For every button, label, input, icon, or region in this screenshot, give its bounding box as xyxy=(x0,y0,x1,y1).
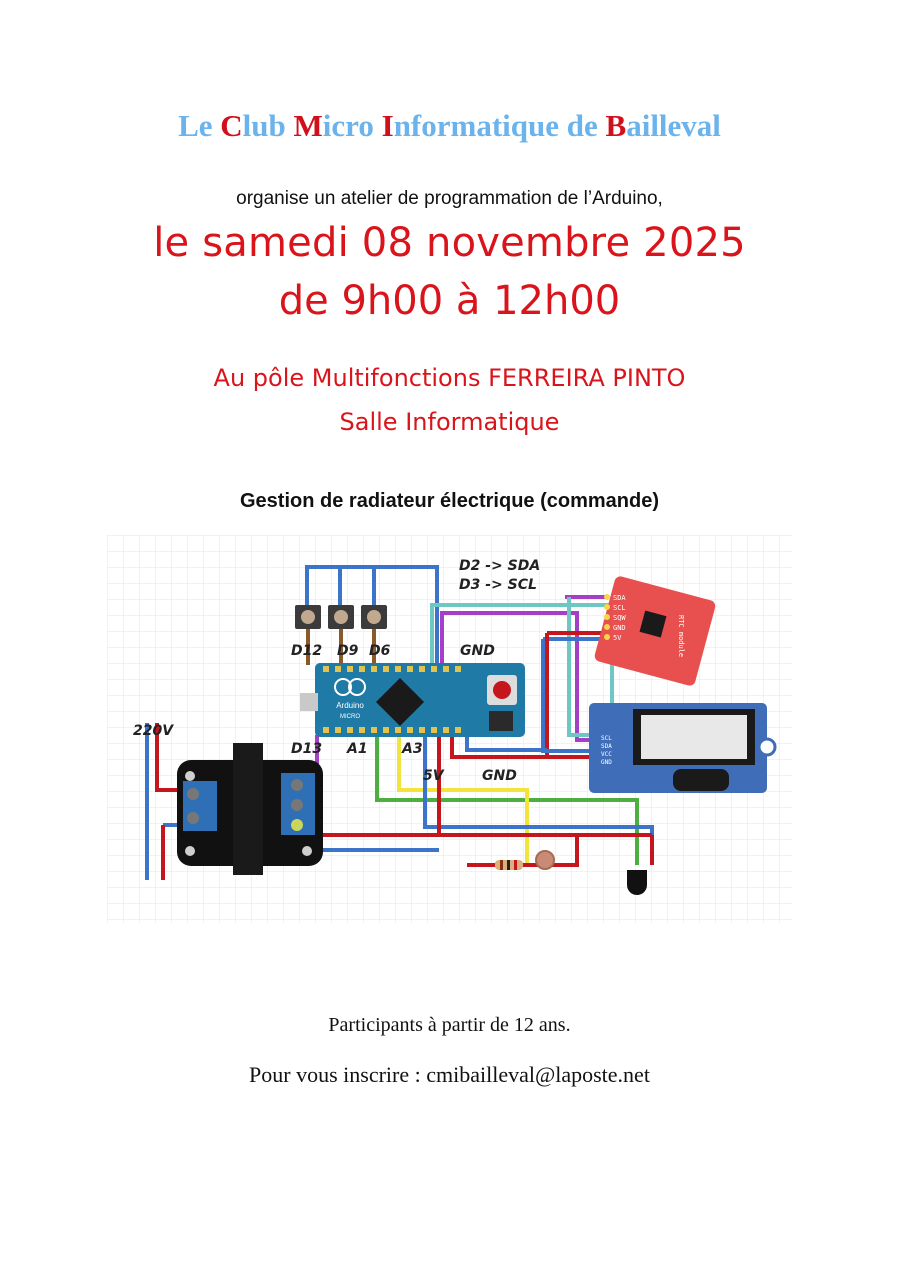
relay-module xyxy=(177,743,323,875)
club-title-text: lub xyxy=(242,108,294,143)
event-date: le samedi 08 novembre 2025 xyxy=(153,220,746,266)
pin-label-5v: 5V xyxy=(423,768,444,784)
pin-label-gnd-bottom: GND xyxy=(482,768,517,784)
oled-pin-label: GND xyxy=(601,759,612,766)
pin-label-gnd-top: GND xyxy=(460,643,495,659)
pin-label-d6: D6 xyxy=(369,643,391,659)
board-name: Arduino xyxy=(336,701,364,710)
club-title-initial: M xyxy=(293,108,323,143)
event-time: de 9h00 à 12h00 xyxy=(278,278,621,324)
rtc-pin-label: 5V xyxy=(613,634,622,642)
sda-note: D2 -> SDA xyxy=(459,558,541,574)
contact-line: Pour vous inscrire : cmibailleval@laposte.net xyxy=(249,1062,650,1087)
event-room: Salle Informatique xyxy=(339,408,560,436)
rtc-pin-label: SQW xyxy=(613,614,626,622)
wiring-diagram xyxy=(107,535,792,923)
rtc-pin-label: SCL xyxy=(613,604,626,612)
club-title-initial: I xyxy=(381,108,394,143)
club-title-text: ailleval xyxy=(626,108,721,143)
club-title-text: Le xyxy=(178,108,221,143)
pin-label-a1: A1 xyxy=(347,741,368,757)
mains-label-220v: 220V xyxy=(133,723,174,739)
organise-line: organise un atelier de programmation de l’Arduino, xyxy=(236,188,663,209)
board-model: MICRO xyxy=(340,714,360,720)
oled-pin-label: SCL xyxy=(601,735,612,742)
club-title-initial: C xyxy=(220,108,243,143)
pin-label-d9: D9 xyxy=(337,643,359,659)
participants-note: Participants à partir de 12 ans. xyxy=(328,1014,571,1036)
rtc-pin-label: GND xyxy=(613,624,626,632)
rtc-pin-label: SDA xyxy=(613,594,626,602)
club-title xyxy=(0,108,899,144)
pin-label-d12: D12 xyxy=(291,643,323,659)
pin-label-d13: D13 xyxy=(291,741,323,757)
event-venue: Au pôle Multifonctions FERREIRA PINTO xyxy=(213,364,686,392)
workshop-title: Gestion de radiateur électrique (commande) xyxy=(240,490,659,512)
oled-pin-label: VCC xyxy=(601,751,612,758)
club-title-text: nformatique de xyxy=(393,108,606,143)
rtc-name: RTC module xyxy=(677,615,685,658)
pin-label-a3: A3 xyxy=(402,741,423,757)
club-title-initial: B xyxy=(605,108,627,143)
club-title-text: icro xyxy=(322,108,382,143)
oled-pin-label: SDA xyxy=(601,743,612,750)
scl-note: D3 -> SCL xyxy=(459,577,537,593)
arduino-board xyxy=(300,663,525,737)
oled-display xyxy=(589,703,775,793)
